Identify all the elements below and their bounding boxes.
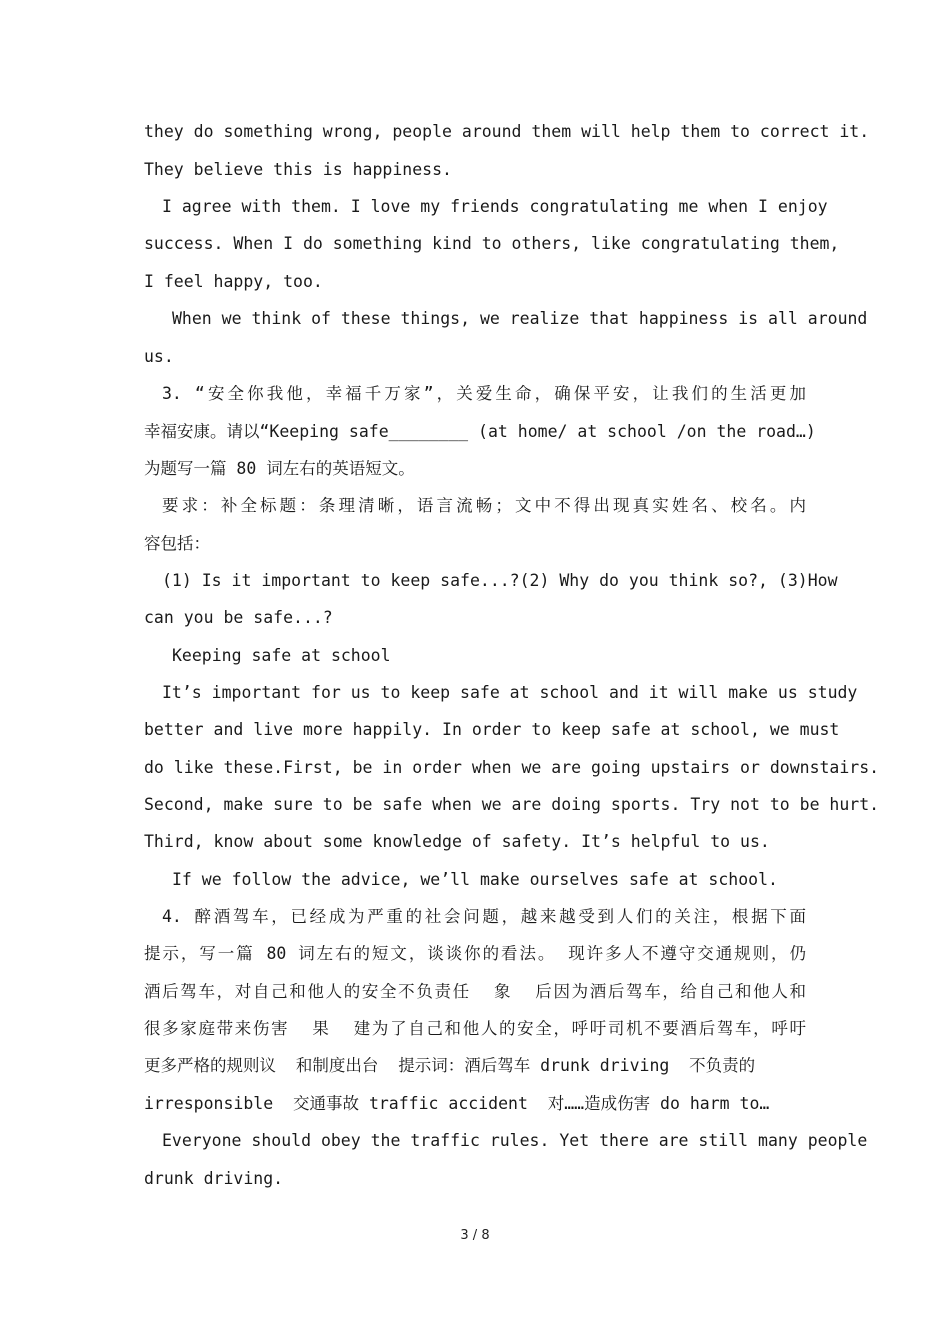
text-line: 幸福安康。请以“Keeping safe________ (at home/ at school /on the road…) [144,422,816,441]
text-line: When we think of these things, we realize that happiness is all around [172,309,868,328]
essay-title: Keeping safe at school [172,646,391,665]
text-line: 很多家庭带来伤害 果 建为了自己和他人的安全，呼吁司机不要酒后驾车，呼吁 [144,1019,806,1038]
text-line: us. [144,347,174,366]
text-line: Third, know about some knowledge of safety. It’s helpful to us. [144,832,770,851]
text-line: I agree with them. I love my friends congratulating me when I enjoy [162,197,828,216]
text-line: Everyone should obey the traffic rules. Yet there are still many people [162,1131,868,1150]
text-line: They believe this is happiness. [144,160,452,179]
text-line: can you be safe...? [144,608,333,627]
text-line: I feel happy, too. [144,272,323,291]
text-line: 更多严格的规则议 和制度出台 提示词：酒后驾车 drunk driving 不负责的 [144,1056,756,1075]
text-line: It’s important for us to keep safe at school and it will make us study [162,683,858,702]
text-line: success. When I do something kind to others, like congratulating them, [144,234,840,253]
text-line: irresponsible 交通事故 traffic accident 对……造成伤害 do harm to… [144,1094,770,1113]
text-line: 为题写一篇 80 词左右的英语短文。 [144,459,415,478]
page-number: 3 / 8 [460,1228,490,1243]
text-line: do like these.First, be in order when we are going upstairs or downstairs. [144,758,880,777]
text-line: 酒后驾车，对自己和他人的安全不负责任 象 后因为酒后驾车，给自己和他人和 [144,982,806,1001]
text-line: If we follow the advice, we’ll make ourselves safe at school. [172,870,778,889]
text-line: better and live more happily. In order to keep safe at school, we must [144,720,840,739]
question-4-heading: 4. 醉酒驾车，已经成为严重的社会问题，越来越受到人们的关注，根据下面 [162,907,806,926]
text-line: Second, make sure to be safe when we are doing sports. Try not to be hurt. [144,795,880,814]
text-line: they do something wrong, people around them will help them to correct it. [144,122,870,141]
text-line: drunk driving. [144,1169,284,1188]
text-line: (1) Is it important to keep safe...?(2) Why do you think so?, (3)How [162,571,838,590]
question-3-heading: 3. “安全你我他，幸福千万家”，关爱生命，确保平安，让我们的生活更加 [162,384,806,403]
text-line: 提示，写一篇 80 词左右的短文，谈谈你的看法。 现许多人不遵守交通规则，仍 [144,944,806,963]
requirements-line: 要求：补全标题：条理清晰，语言流畅；文中不得出现真实姓名、校名。内 [162,496,806,515]
text-line: 容包括： [144,534,210,553]
